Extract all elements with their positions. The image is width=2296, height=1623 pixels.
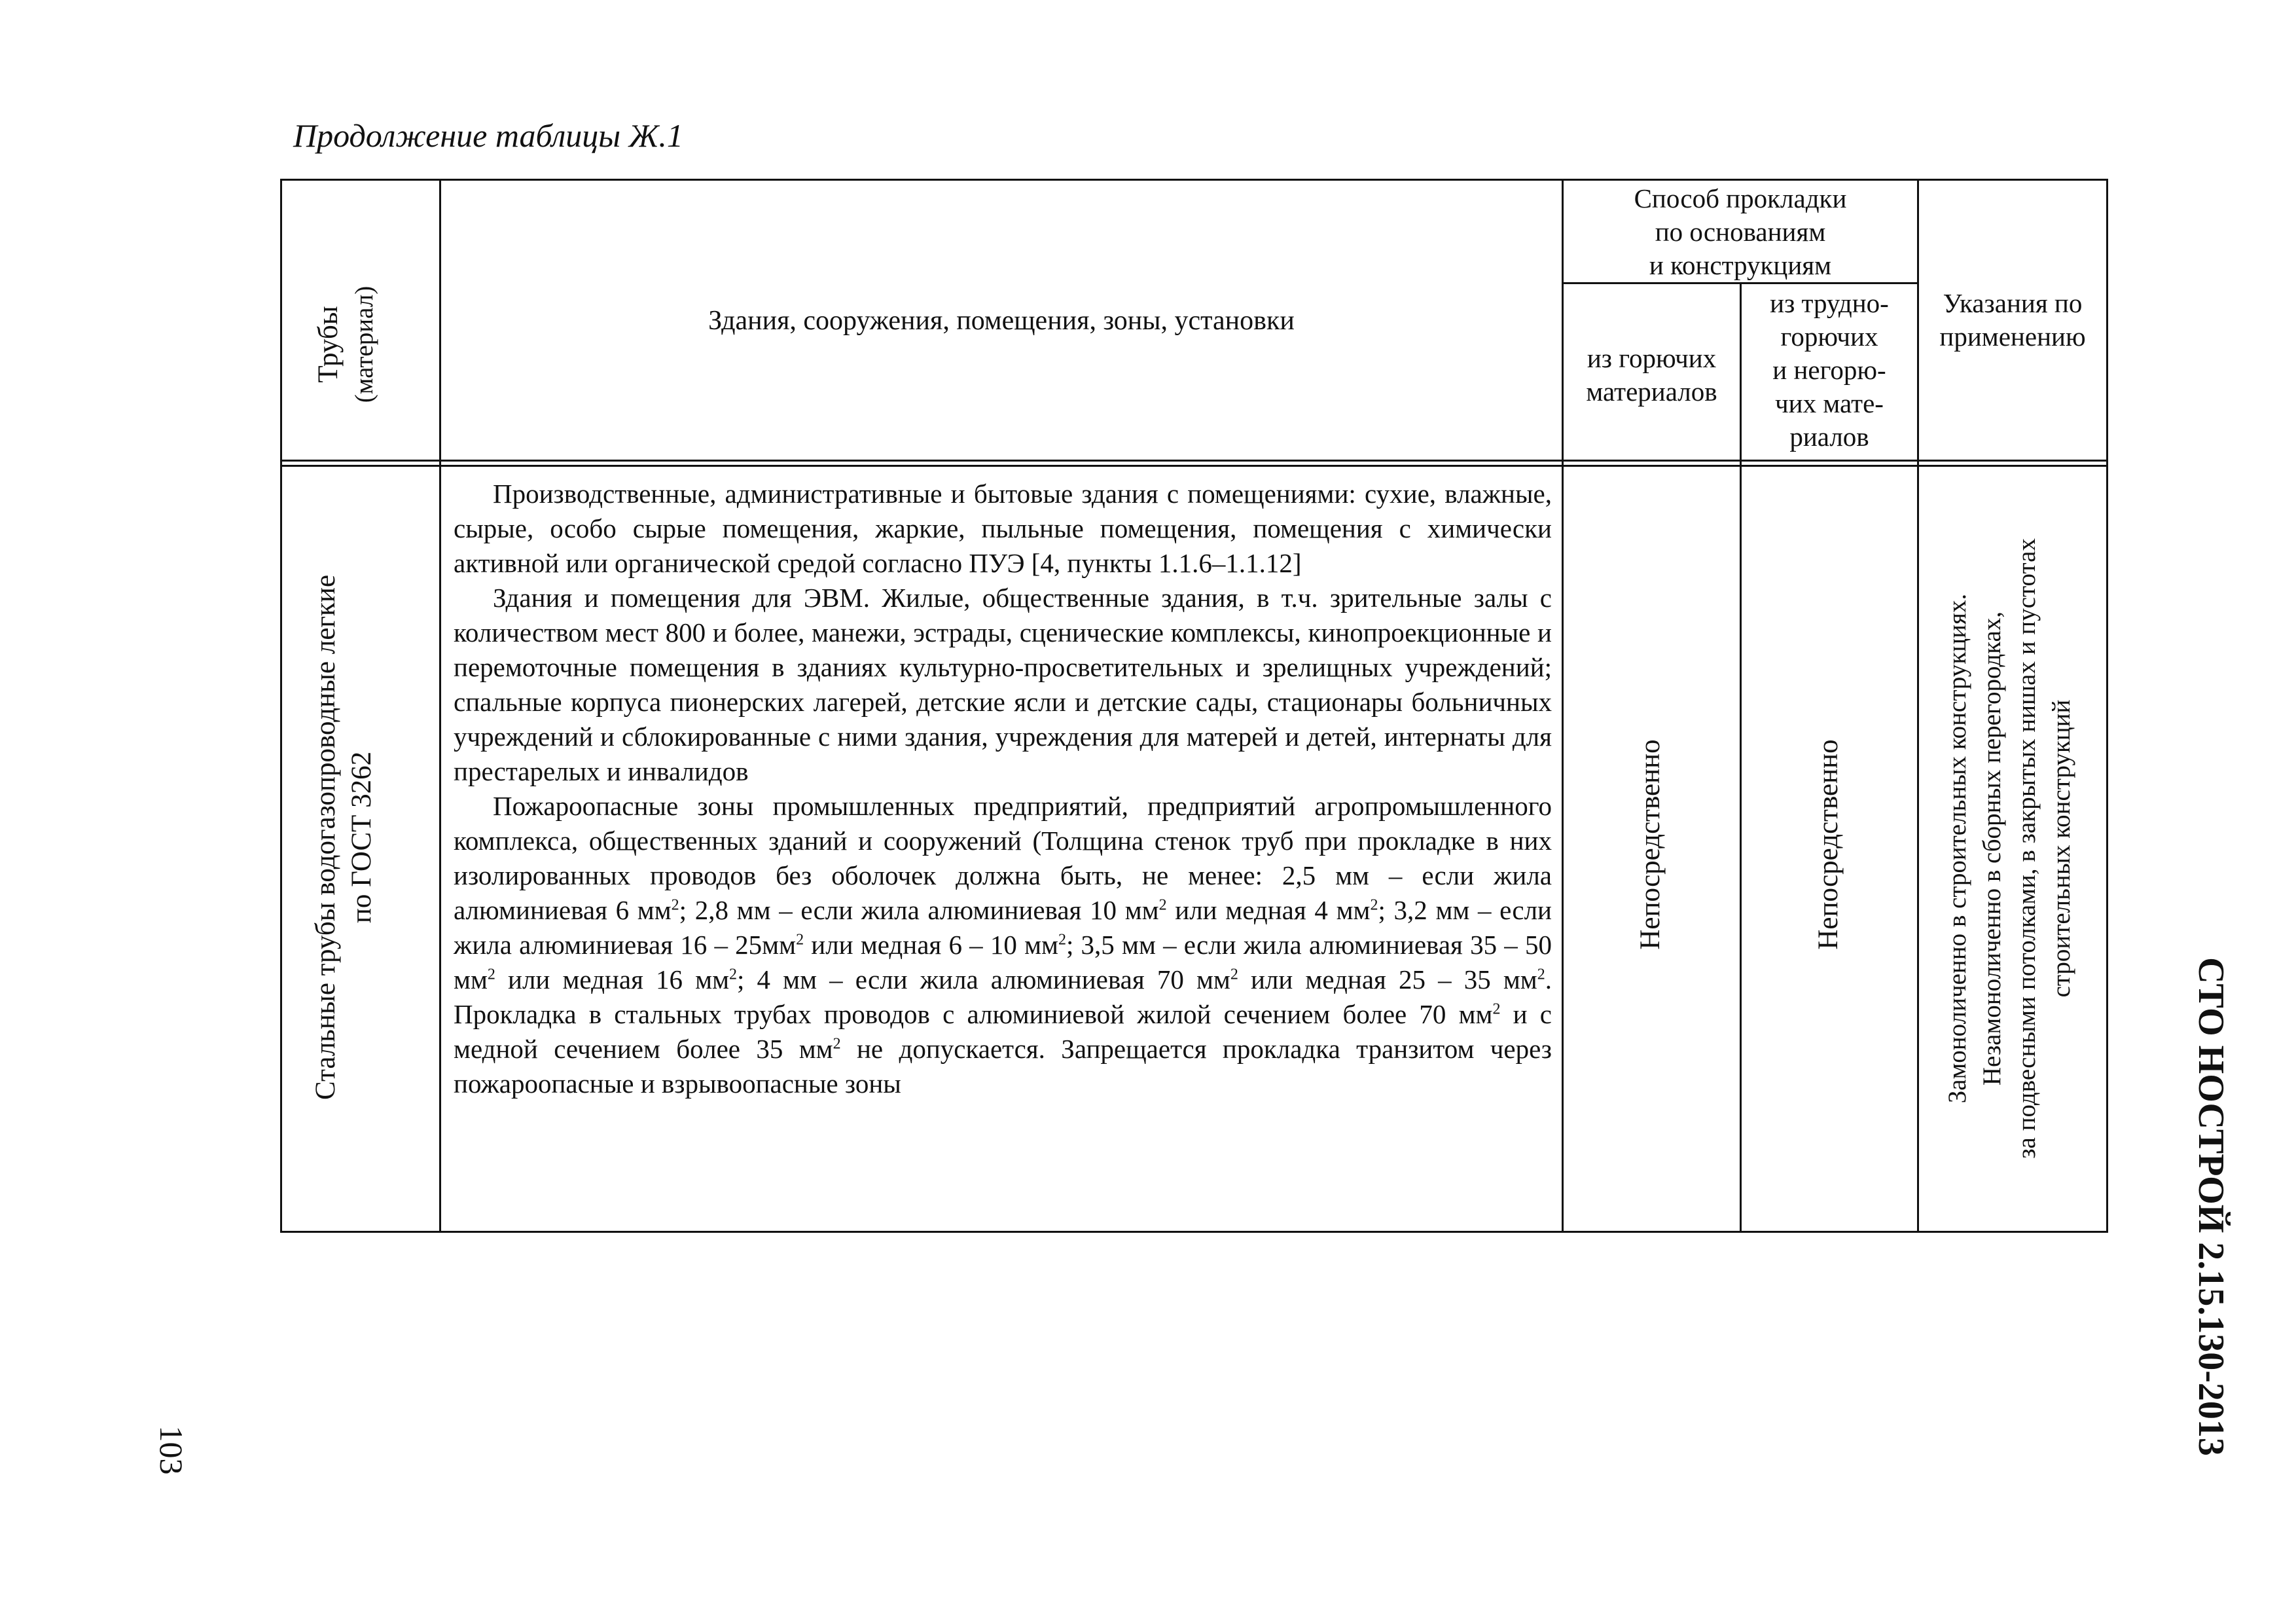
page-number: 103 <box>153 1425 190 1475</box>
subheader-noncomb-line2: горючих <box>1780 321 1878 352</box>
subheader-noncomb-line3: и негорю- <box>1772 355 1886 385</box>
row-instr-line1: Замоноличенно в строительных конструкциях. <box>1943 593 1971 1104</box>
header-laying-line1: Способ прокладки <box>1634 183 1847 213</box>
header-instructions-line1: Указания по <box>1943 288 2083 318</box>
document-code: СТО НОСТРОЙ 2.15.130-2013 <box>2191 957 2231 1456</box>
row-pipe-line2: по ГОСТ 3262 <box>346 751 377 924</box>
header-pipes-title: Трубы <box>313 306 344 383</box>
row-paragraph-1: Производственные, административные и бытовые здания с помещениями: сухие, влажные, сырые, особо сырые помещения, жаркие, пыльные помещения, помещения с химически активной или органической средой согласно ПУЭ [4, пункты 1.1.6–1.1.12] <box>454 479 1552 578</box>
subheader-combustible-line1: из горючих <box>1587 343 1717 373</box>
subheader-noncomb-line5: риалов <box>1789 422 1869 452</box>
row-combustible-method: Непосредственно <box>1635 739 1666 950</box>
header-pipes-subtitle: (материал) <box>350 285 378 403</box>
row-instr-line4: строительных конструкций <box>2047 699 2075 998</box>
row-paragraph-3: Пожароопасные зоны промышленных предприятий, предприятий агропромышленного комплекса, общественных зданий и сооружений (Толщина стенок труб при прокладке в них изолированных проводов без оболочек должна быть, не менее: 2,5 мм – если жила алюминиевая 6 $мм^2$; 2,8 мм – если жила алюминиевая 10 $мм^2$ или медная 4 $мм^2$; 3,2 мм – если жила алюминиевая $16 - 25мм^2$ или медная 6 – 10 $мм^2$; 3,5 мм – если жила алюминиевая 35 – 50 $мм^2$ или медная 16 $мм^2$; 4 мм – если жила алюминиевая 70 $мм^2$ или медная 25 – 35 $мм^2$. Прокладка в стальных трубах проводов с алюминиевой жилой сечением более 70 $мм^2$ и с медной сечением более 35 $мм^2$ не допускается. Запрещается прокладка транзитом через пожароопасные и взрывоопасные зоны <box>454 791 1552 1099</box>
subheader-noncomb-line4: чих мате- <box>1775 388 1884 418</box>
subheader-noncombustible <box>1742 287 1917 454</box>
header-instructions-line2: применению <box>1939 321 2086 352</box>
table-caption: Продолжение таблицы Ж.1 <box>293 117 683 154</box>
subheader-noncomb-line1: из трудно- <box>1770 288 1889 318</box>
row-pipe-type <box>308 431 380 1243</box>
subheader-combustible-line2: материалов <box>1586 376 1717 407</box>
row-buildings-text <box>454 477 1552 1101</box>
row-noncombustible-method: Непосредственно <box>1813 739 1844 950</box>
row-instr-line3: за подвесными потолками, в закрытых нишах и пустотах <box>2013 538 2041 1159</box>
subheader-combustible <box>1564 342 1740 409</box>
row-instructions <box>1940 462 2081 1235</box>
row-instr-line2: Незамоноличенно в сборных перегородках, <box>1978 611 2006 1086</box>
row-paragraph-2: Здания и помещения для ЭВМ. Жилые, общественные здания, в т.ч. зрительные залы с количеством мест 800 и более, манежи, эстрады, сценические комплексы, кинопроекционные и перемоточные помещения в зданиях культурно-просветительных и зрелищных учреждений; спальные корпуса пионерских лагерей, детские ясли и детские сады, стационары больничных учреждений и сблокированные с ними здания, учреждения для матерей и детей, интернаты для престарелых и инвалидов <box>454 583 1552 786</box>
header-laying-line3: и конструкциям <box>1649 250 1832 280</box>
header-laying-line2: по основаниям <box>1655 217 1826 247</box>
header-buildings: Здания, сооружения, помещения, зоны, установки <box>708 306 1295 336</box>
header-instructions <box>1919 287 2106 354</box>
header-laying-method <box>1564 182 1917 282</box>
row-pipe-line1: Стальные трубы водогазопроводные легкие <box>310 574 341 1101</box>
